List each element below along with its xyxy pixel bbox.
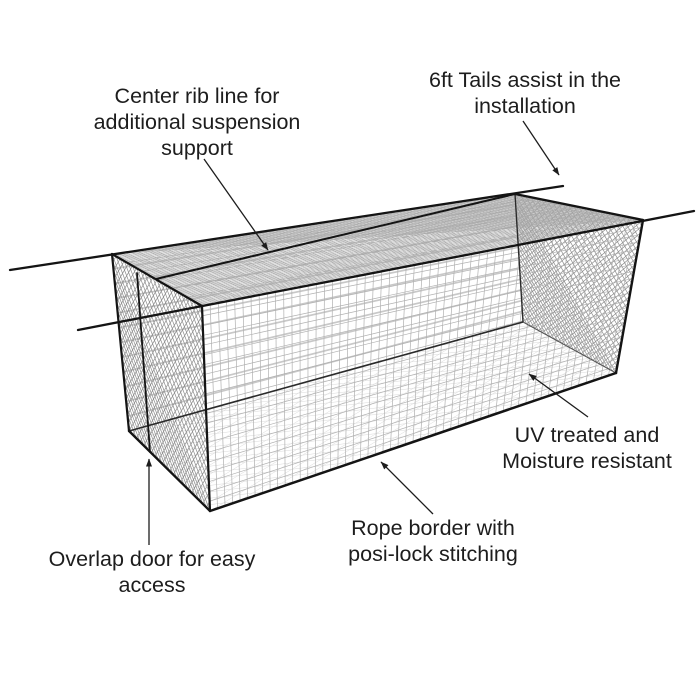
- label-uv-treated: [502, 422, 672, 474]
- rope-border-arrow: [381, 462, 433, 514]
- label-overlap-door: [49, 546, 256, 598]
- label-line: UV treated and: [514, 423, 660, 447]
- label-line: access: [118, 573, 186, 597]
- label-line: Rope border with: [351, 516, 515, 540]
- label-6ft-tails: [429, 67, 621, 119]
- tails-arrow: [523, 121, 559, 175]
- label-line: posi-lock stitching: [348, 542, 518, 566]
- label-line: additional suspension: [93, 110, 301, 134]
- label-rope-border: [348, 515, 518, 567]
- label-line: 6ft Tails assist in the: [429, 68, 621, 92]
- back-left-edge: [112, 254, 129, 431]
- label-line: installation: [474, 94, 576, 118]
- label-line: Moisture resistant: [502, 449, 672, 473]
- label-line: support: [161, 136, 233, 160]
- label-line: Overlap door for easy: [48, 547, 256, 571]
- label-center-rib-line: [94, 83, 301, 161]
- label-line: Center rib line for: [114, 84, 280, 108]
- overlap-door-seam: [137, 273, 150, 452]
